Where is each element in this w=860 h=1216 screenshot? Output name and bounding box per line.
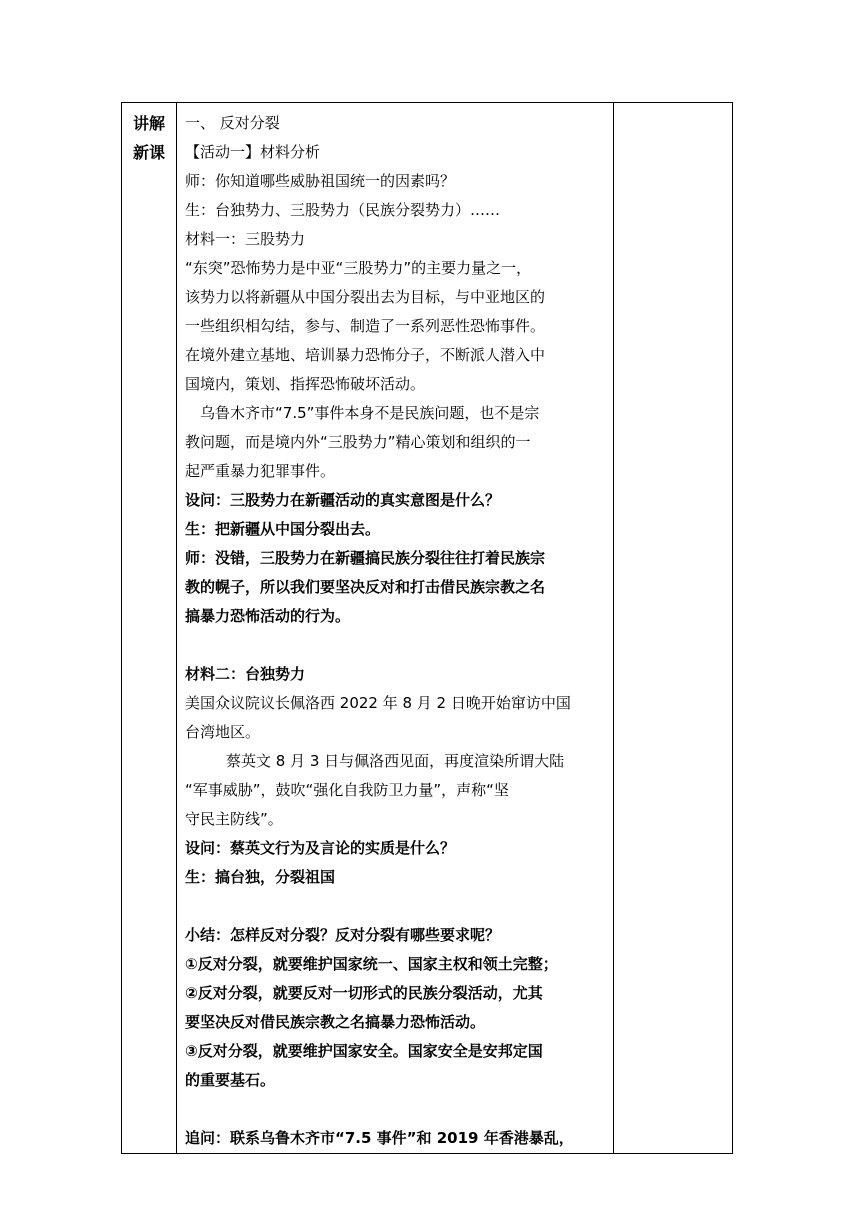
material1-text: 教问题，而是境内外“三股势力”精心策划和组织的一 [185, 433, 531, 451]
section-heading: 一、 反对分裂 [185, 114, 280, 132]
lesson-plan-table [121, 102, 733, 1154]
blank-line [185, 892, 607, 921]
summary-title: 小结：怎样反对分裂？反对分裂有哪些要求呢？ [185, 926, 501, 944]
teacher-question: 师：你知道哪些威胁祖国统一的因素吗？ [185, 172, 456, 190]
teacher-comment: 师：没错，三股势力在新疆搞民族分裂往往打着民族宗 [185, 549, 546, 567]
teacher-comment: 搞暴力恐怖活动的行为。 [185, 607, 351, 625]
material1-text: 在境外建立基地、培训暴力恐怖分子，不断派人潜入中 [185, 346, 546, 364]
answer-1: 生：把新疆从中国分裂出去。 [185, 520, 381, 538]
summary-point-2: ②反对分裂，就要反对一切形式的民族分裂活动，尤其 [185, 984, 543, 1002]
summary-point-2: 要坚决反对借民族宗教之名搞暴力恐怖活动。 [185, 1013, 486, 1031]
material1-text: 国境内，策划、指挥恐怖破坏活动。 [185, 375, 426, 393]
material2-text: 美国众议院议长佩洛西 2022 年 8 月 2 日晚开始窜访中国 [185, 694, 571, 712]
material1-title: 材料一：三股势力 [185, 230, 306, 248]
summary-point-1: ①反对分裂，就要维护国家统一、国家主权和领土完整； [185, 955, 558, 973]
section-label-cell [122, 103, 177, 1154]
lesson-content-cell [177, 103, 614, 1154]
notes-cell [614, 103, 733, 1154]
follow-up-question: 追问：联系乌鲁木齐市“7.5 事件”和 2019 年香港暴乱， [185, 1129, 574, 1147]
answer-2: 生：搞台独，分裂祖国 [185, 868, 336, 886]
question-2: 设问：蔡英文行为及言论的实质是什么？ [185, 839, 456, 857]
material1-text: 乌鲁木齐市“7.5”事件本身不是民族问题，也不是宗 [200, 404, 540, 422]
summary-point-3: ③反对分裂，就要维护国家安全。国家安全是安邦定国 [185, 1042, 543, 1060]
blank-line [185, 1095, 607, 1124]
student-answer: 生：台独势力、三股势力（民族分裂势力）…… [185, 201, 501, 219]
material2-title: 材料二：台独势力 [185, 665, 306, 683]
material2-text: 蔡英文 8 月 3 日与佩洛西见面，再度渲染所谓大陆 [226, 752, 565, 770]
activity-title: 【活动一】材料分析 [185, 143, 321, 161]
blank-line [185, 631, 607, 660]
question-1: 设问：三股势力在新疆活动的真实意图是什么？ [185, 491, 501, 509]
section-label-line1: 讲解 [132, 114, 165, 133]
material1-text: 一些组织相勾结，参与、制造了一系列恶性恐怖事件。 [185, 317, 546, 335]
material2-text: “军事威胁”，鼓吹“强化自我防卫力量”，声称“坚 [185, 781, 509, 799]
table-row [122, 103, 733, 1154]
teacher-comment: 教的幌子，所以我们要坚决反对和打击借民族宗教之名 [185, 578, 546, 596]
summary-point-3: 的重要基石。 [185, 1071, 276, 1089]
material1-text: “东突”恐怖势力是中亚“三股势力”的主要力量之一， [185, 259, 532, 277]
material1-text: 起严重暴力犯罪事件。 [185, 462, 336, 480]
material1-text: 该势力以将新疆从中国分裂出去为目标，与中亚地区的 [185, 288, 546, 306]
material2-text: 守民主防线”。 [185, 810, 283, 828]
section-label-line2: 新课 [132, 143, 165, 162]
material2-text: 台湾地区。 [185, 723, 261, 741]
